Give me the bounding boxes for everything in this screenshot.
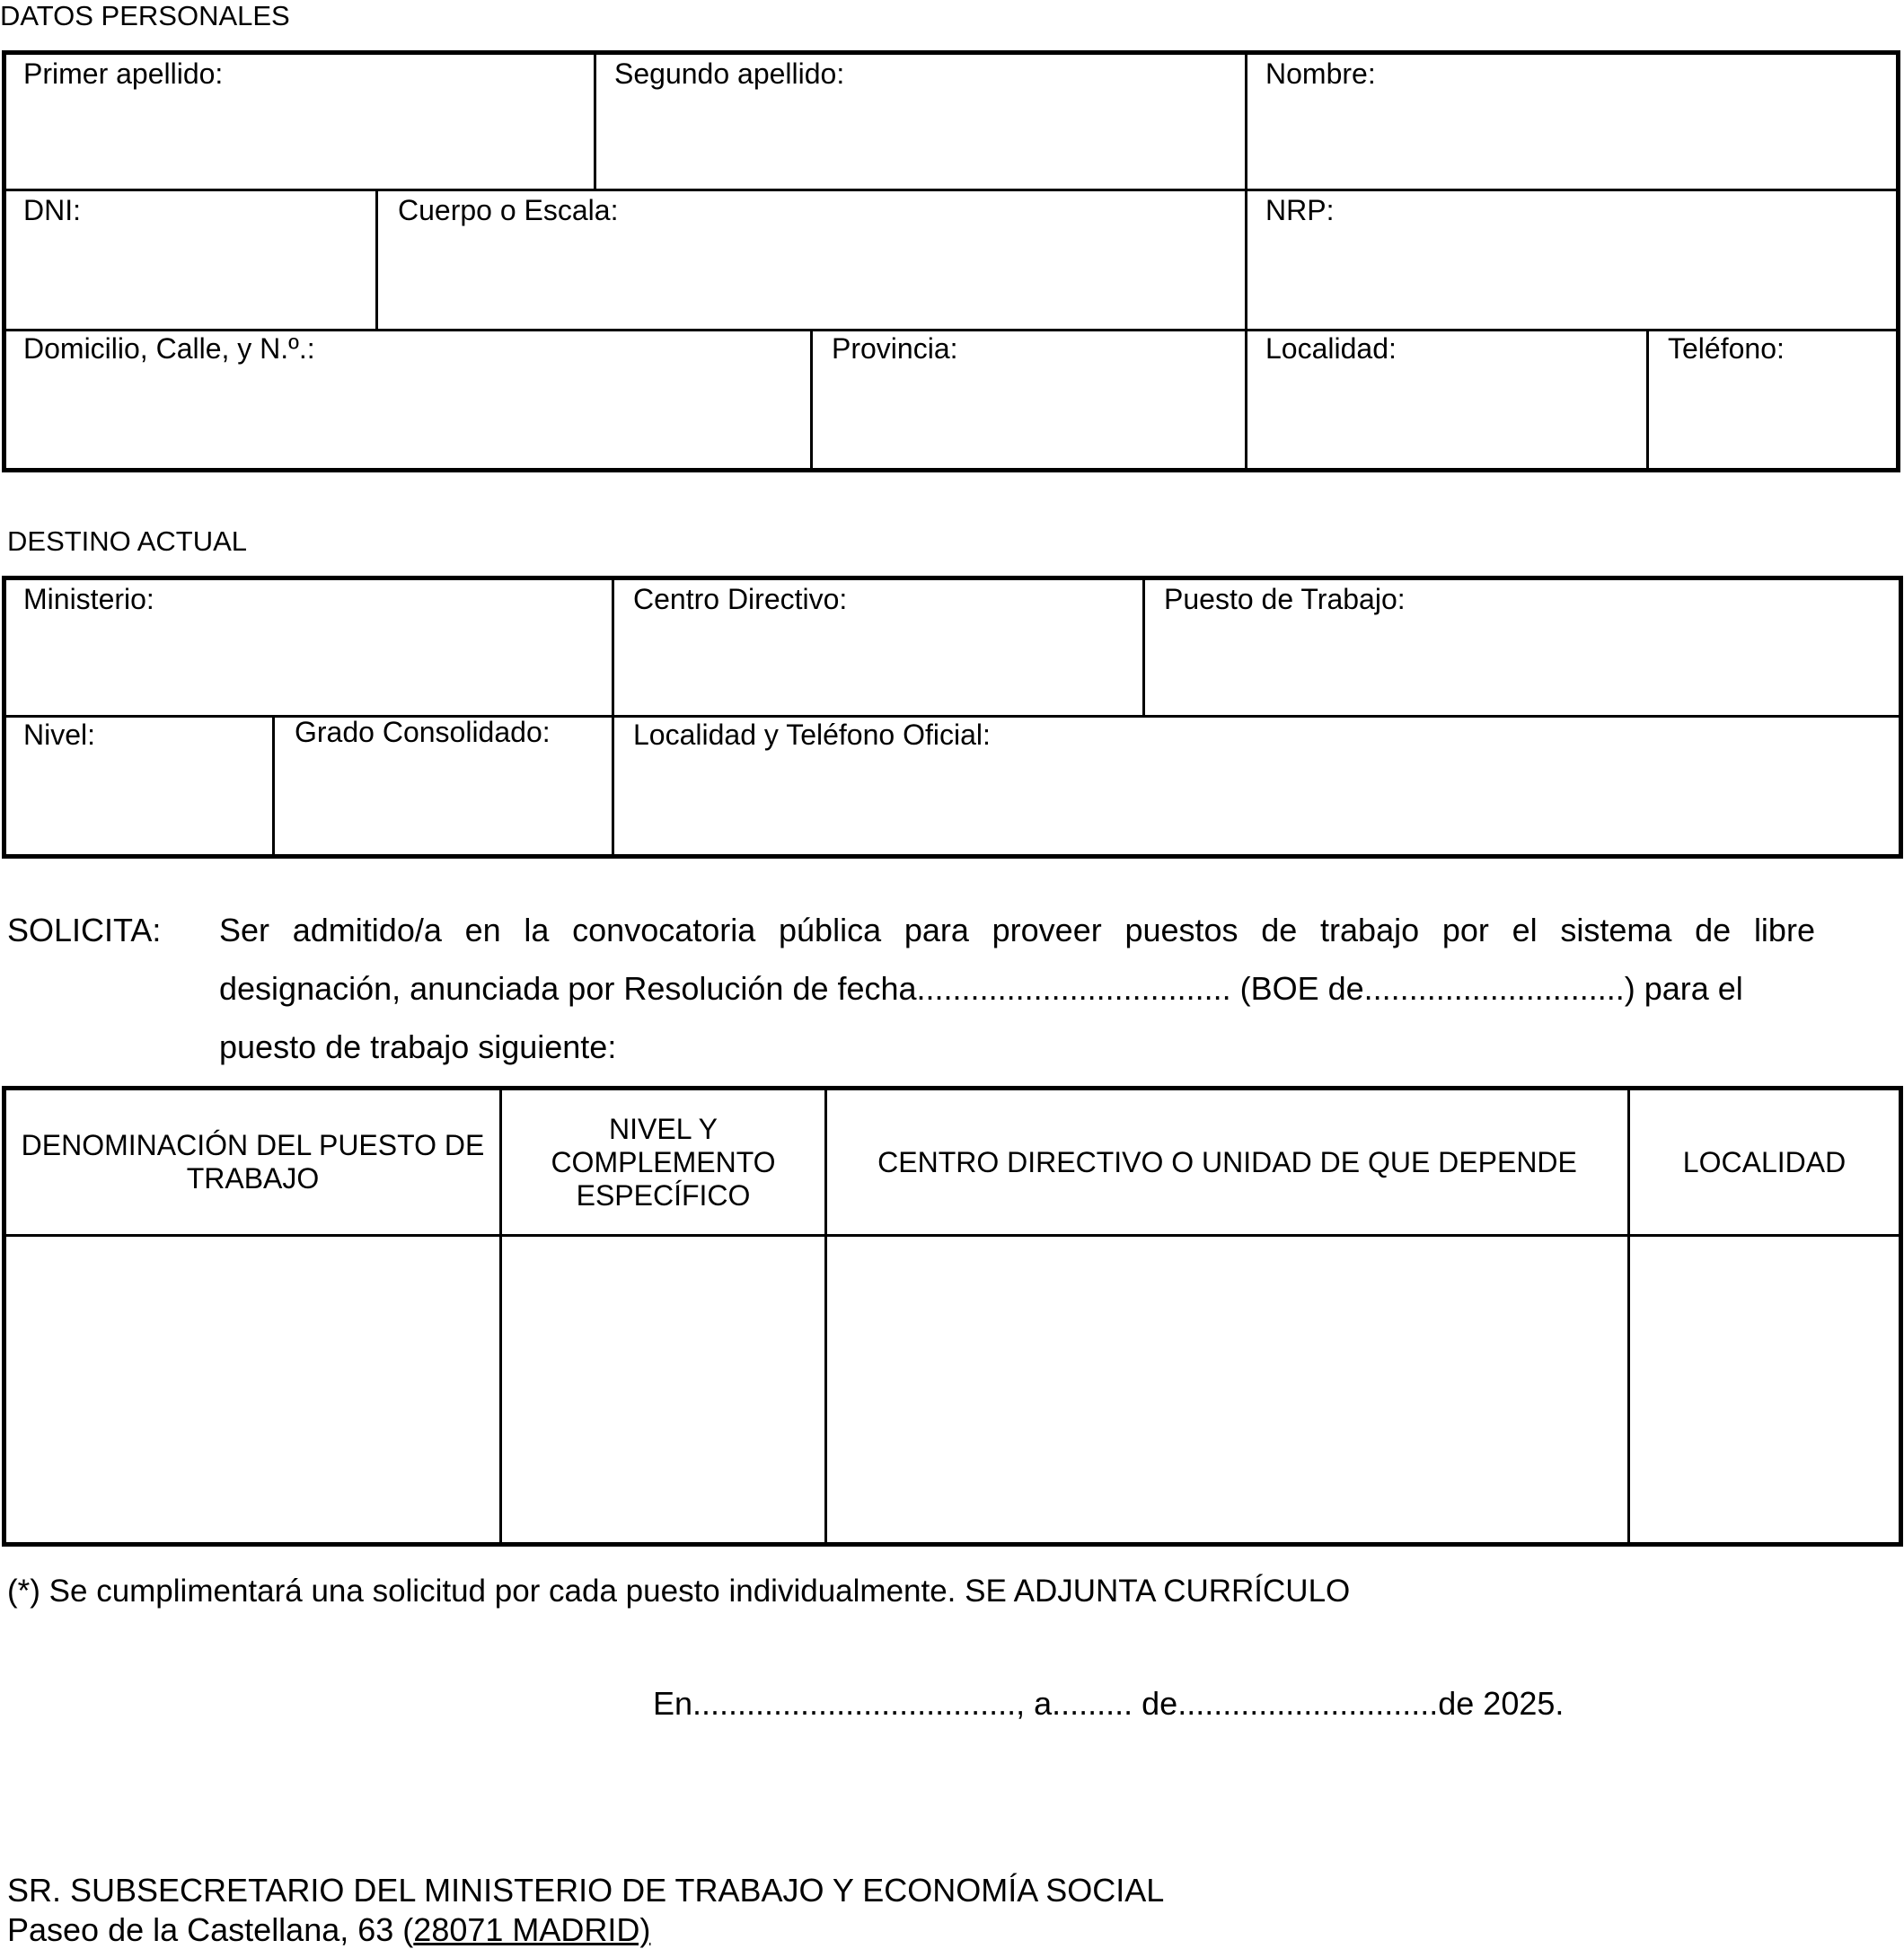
nrp-label: NRP: [1265, 194, 1335, 226]
col-divider [612, 578, 614, 717]
solicita-word: el [1512, 912, 1538, 948]
datos-personales-table [2, 50, 1900, 472]
datos-personales-title: DATOS PERSONALES [0, 0, 290, 31]
domicilio-label: Domicilio, Calle, y N.º.: [23, 332, 315, 365]
solicita-text-line-2: designación, anunciada por Resolución de fecha................................... (BOE de.............................) para el [219, 970, 1743, 1007]
solicita-word: Ser [219, 912, 270, 948]
localidad-label: Localidad: [1265, 332, 1397, 365]
header-nivel-complemento: NIVEL Y COMPLEMENTO ESPECÍFICO [551, 1112, 776, 1212]
ministerio-label: Ministerio: [23, 583, 154, 615]
nivel-label: Nivel: [23, 719, 96, 751]
destino-actual-title: DESTINO ACTUAL [7, 525, 247, 557]
col-divider [375, 190, 378, 330]
localidad-telefono-oficial-label: Localidad y Teléfono Oficial: [633, 719, 991, 751]
col-divider [810, 331, 813, 471]
solicita-word: de [1261, 912, 1298, 948]
cuerpo-escala-label: Cuerpo o Escala: [398, 194, 619, 226]
row-divider [4, 715, 1901, 718]
solicita-word: por [1441, 912, 1489, 948]
col-divider [594, 52, 596, 190]
col-divider [1245, 52, 1247, 190]
solicita-word: pública [779, 912, 882, 948]
header-localidad: LOCALIDAD [1682, 1145, 1847, 1178]
nombre-label: Nombre: [1265, 57, 1376, 90]
telefono-label: Teléfono: [1668, 332, 1785, 365]
destinatario-line-1: SR. SUBSECRETARIO DEL MINISTERIO DE TRABAJO Y ECONOMÍA SOCIAL [7, 1872, 1165, 1909]
solicita-word: de [1695, 912, 1732, 948]
fecha-lugar: En...................................., a......... de.............................de 2025. [653, 1685, 1565, 1722]
header-centro-directivo: CENTRO DIRECTIVO O UNIDAD DE QUE DEPENDE [877, 1145, 1577, 1178]
direccion-codigo-postal: 28071 MADRID) [413, 1911, 651, 1948]
solicita-text-line-3: puesto de trabajo siguiente: [219, 1028, 617, 1065]
col-divider [612, 717, 614, 857]
solicita-word: trabajo [1320, 912, 1420, 948]
solicita-word: proveer [992, 912, 1102, 948]
col-divider [1245, 331, 1247, 471]
col-divider [1245, 190, 1247, 330]
primer-apellido-label: Primer apellido: [23, 57, 224, 90]
direccion-calle: Paseo de la Castellana, 63 ( [7, 1911, 414, 1948]
dni-label: DNI: [23, 194, 81, 226]
row-divider [4, 189, 1899, 191]
header-denominacion: DENOMINACIÓN DEL PUESTO DE TRABAJO [21, 1129, 485, 1195]
segundo-apellido-label: Segundo apellido: [614, 57, 845, 90]
solicita-word: la [524, 912, 550, 948]
puesto-trabajo-label: Puesto de Trabajo: [1164, 583, 1406, 615]
solicita-word: convocatoria [572, 912, 756, 948]
solicita-word: en [464, 912, 501, 948]
provincia-label: Provincia: [832, 332, 958, 365]
solicita-word: para [904, 912, 969, 948]
solicita-label: SOLICITA: [7, 912, 162, 948]
row-divider [4, 329, 1899, 331]
col-divider [1646, 331, 1649, 471]
solicita-word: sistema [1560, 912, 1672, 948]
header-divider [4, 1234, 1901, 1237]
nota-curriculo: (*) Se cumplimentará una solicitud por cada puesto individualmente. SE ADJUNTA CURRÍCULO [7, 1574, 1351, 1609]
solicita-word: admitido/a [292, 912, 442, 948]
col-divider [1142, 578, 1145, 717]
solicita-word: puestos [1124, 912, 1238, 948]
solicita-text-line-1 [219, 912, 1815, 949]
centro-directivo-label: Centro Directivo: [633, 583, 848, 615]
destinatario-line-2 [7, 1911, 650, 1949]
col-divider [272, 717, 275, 857]
grado-consolidado-label: Grado Consolidado: [295, 716, 551, 748]
solicita-word: libre [1753, 912, 1815, 948]
